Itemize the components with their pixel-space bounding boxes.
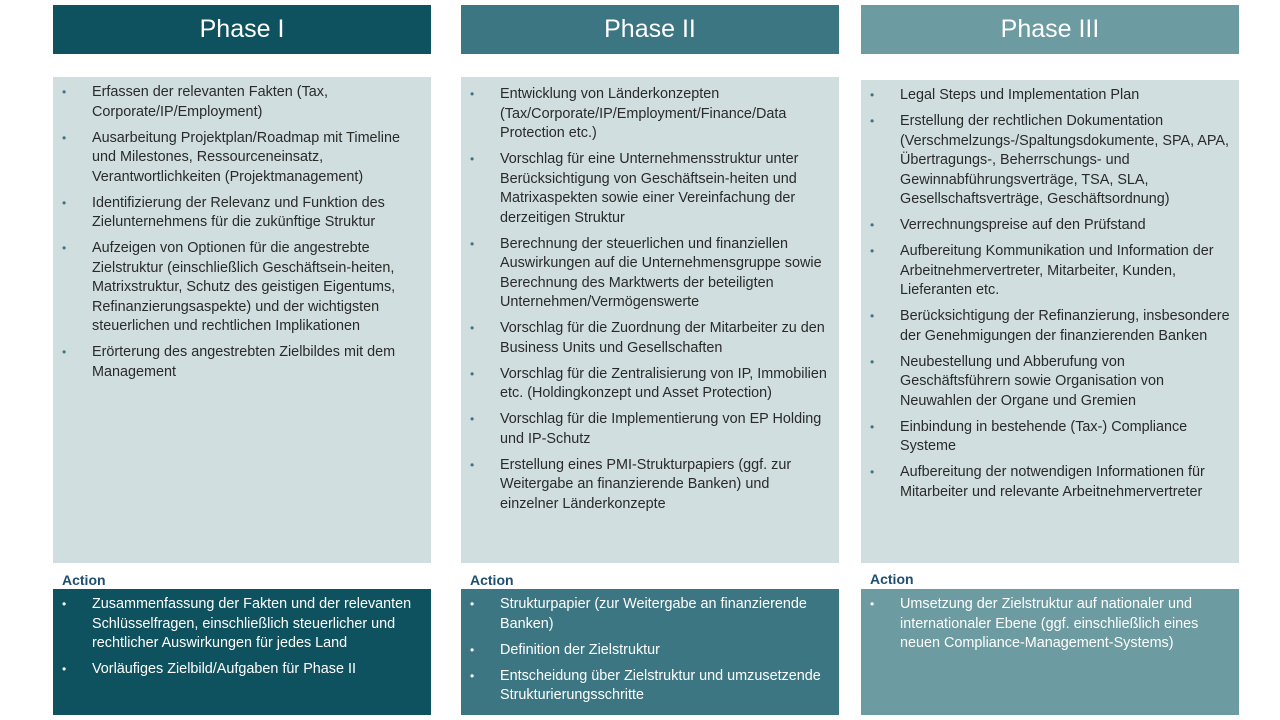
bullet-icon: • — [62, 597, 67, 611]
action-items-list — [861, 595, 1239, 654]
list-item — [461, 667, 839, 706]
bullet-icon: • — [870, 218, 875, 232]
list-item-text: Aufzeigen von Optionen für die angestrebte Zielstruktur (einschließlich Geschäftsein-heiten, Matrixstruktur, Schutz des geistigen Eigentums, Refinanzierungsaspekte) und der wichtigsten steuerlichen und rechtlichen Implikationen — [92, 240, 396, 334]
bullet-icon: • — [870, 419, 875, 434]
list-item — [461, 410, 839, 449]
list-item-text: Vorschlag für die Zentralisierung von IP, Immobilien etc. (Holdingkonzept und Asset Protection) — [500, 365, 827, 401]
bullet-icon: • — [470, 668, 475, 683]
list-item — [861, 307, 1239, 346]
list-item — [461, 365, 839, 404]
phase-content-box — [53, 77, 431, 563]
list-item-text: Aufbereitung der notwendigen Informationen für Mitarbeiter und relevante Arbeitnehmervertreter — [900, 464, 1205, 500]
list-item — [461, 235, 839, 313]
bullet-icon: • — [62, 85, 67, 99]
list-item — [461, 595, 839, 634]
list-item-text: Strukturpapier (zur Weitergabe an finanzierende Banken) — [500, 596, 807, 632]
list-item — [861, 353, 1239, 412]
phase-content-box — [861, 80, 1239, 563]
phase-header: Phase III — [861, 5, 1239, 54]
list-item-text: Erörterung des angestrebten Zielbildes mit dem Management — [92, 344, 396, 380]
list-item-text: Entscheidung über Zielstruktur und umzusetzende Strukturierungsschritte — [500, 667, 821, 703]
phase-items-list — [861, 86, 1239, 502]
bullet-icon: • — [62, 345, 67, 359]
list-item — [53, 239, 431, 337]
bullet-icon: • — [870, 88, 875, 102]
list-item — [53, 660, 431, 680]
list-item-text: Umsetzung der Zielstruktur auf nationaler und internationaler Ebene (ggf. einschließlich eines neuen Compliance-Management-Systems) — [900, 596, 1199, 651]
action-items-list — [461, 595, 839, 706]
list-item-text: Vorschlag für die Zuordnung der Mitarbeiter zu den Business Units und Gesellschaften — [500, 320, 825, 356]
action-box — [461, 589, 839, 715]
phase-column-1 — [53, 0, 431, 720]
list-item-text: Berücksichtigung der Refinanzierung, insbesondere der Genehmigungen der finanzierenden Banken — [900, 308, 1230, 344]
list-item — [861, 86, 1239, 106]
list-item-text: Berechnung der steuerlichen und finanziellen Auswirkungen auf die Unternehmensgruppe sowie Berechnung des Marktwerts der beteiligten Unternehmen/Vermögenswerte — [500, 235, 822, 310]
bullet-icon: • — [470, 321, 475, 335]
list-item-text: Verrechnungspreise auf den Prüfstand — [900, 217, 1146, 233]
phase-items-list — [53, 83, 431, 382]
bullet-icon: • — [470, 597, 475, 611]
list-item-text: Aufbereitung Kommunikation und Information der Arbeitnehmervertreter, Mitarbeiter, Kunden, Lieferanten etc. — [900, 243, 1214, 298]
bullet-icon: • — [470, 87, 475, 101]
phase-header: Phase I — [53, 5, 431, 54]
list-item-text: Zusammenfassung der Fakten und der relevanten Schlüsselfragen, einschließlich steuerlicher und rechtlicher Auswirkungen für jedes Land — [92, 596, 412, 651]
list-item-text: Einbindung in bestehende (Tax-) Compliance Systeme — [900, 418, 1188, 454]
phase-content-box — [461, 77, 839, 563]
bullet-icon: • — [470, 642, 475, 657]
bullet-icon: • — [870, 244, 875, 258]
list-item-text: Definition der Zielstruktur — [500, 641, 660, 658]
list-item — [461, 150, 839, 228]
action-label: Action — [870, 571, 914, 587]
list-item — [461, 85, 839, 144]
list-item — [53, 194, 431, 233]
list-item — [861, 216, 1239, 236]
list-item — [53, 83, 431, 122]
list-item — [861, 112, 1239, 210]
list-item — [53, 129, 431, 188]
list-item-text: Vorschlag für eine Unternehmensstruktur unter Berücksichtigung von Geschäftsein-heiten und Matrixaspekten sowie einer Vereinfachung der derzeitigen Struktur — [500, 151, 799, 226]
list-item — [53, 595, 431, 654]
bullet-icon: • — [470, 236, 475, 251]
bullet-icon: • — [470, 457, 475, 472]
list-item — [861, 595, 1239, 654]
list-item-text: Neubestellung und Abberufung von Geschäftsführern sowie Organisation von Neuwahlen der Organe und Gremien — [900, 353, 1164, 409]
list-item — [461, 456, 839, 515]
list-item-text: Erstellung der rechtlichen Dokumentation (Verschmelzungs-/Spaltungsdokumente, SPA, APA, Übertragungs-, Beherrschungs- und Gewinnabführungsverträge, TSA, SLA, Gesellschaftsverträge, Geschäftsordnung) — [900, 113, 1230, 207]
list-item-text: Vorläufiges Zielbild/Aufgaben für Phase II — [92, 661, 356, 677]
phase-column-2 — [461, 0, 839, 720]
bullet-icon: • — [870, 309, 875, 323]
list-item-text: Ausarbeitung Projektplan/Roadmap mit Timeline und Milestones, Ressourceneinsatz, Verantwortlichkeiten (Projektmanagement) — [92, 129, 400, 185]
list-item — [461, 641, 839, 661]
bullet-icon: • — [62, 662, 67, 676]
list-item-text: Entwicklung von Länderkonzepten (Tax/Corporate/IP/Employment/Finance/Data Protection etc.) — [500, 86, 787, 141]
bullet-icon: • — [470, 152, 475, 166]
action-items-list — [53, 595, 431, 680]
bullet-icon: • — [870, 597, 875, 611]
list-item-text: Vorschlag für die Implementierung von EP Holding und IP-Schutz — [500, 411, 822, 447]
bullet-icon: • — [470, 366, 475, 381]
list-item — [461, 319, 839, 358]
list-item — [861, 463, 1239, 502]
list-item-text: Legal Steps und Implementation Plan — [900, 87, 1140, 103]
phase-header: Phase II — [461, 5, 839, 54]
list-item-text: Erstellung eines PMI-Strukturpapiers (ggf. zur Weitergabe an finanzierende Banken) und einzelner Länderkonzepte — [500, 456, 792, 512]
action-box — [861, 589, 1239, 715]
action-label: Action — [470, 572, 514, 588]
list-item — [861, 242, 1239, 301]
list-item-text: Identifizierung der Relevanz und Funktion des Zielunternehmens für die zukünftige Struktur — [92, 194, 385, 230]
phase-items-list — [461, 85, 839, 514]
list-item — [861, 418, 1239, 457]
bullet-icon: • — [62, 241, 67, 255]
action-box — [53, 589, 431, 715]
bullet-icon: • — [470, 412, 475, 426]
action-label: Action — [62, 572, 106, 588]
bullet-icon: • — [870, 114, 875, 128]
list-item-text: Erfassen der relevanten Fakten (Tax, Corporate/IP/Employment) — [92, 84, 328, 120]
phase-column-3 — [861, 0, 1239, 720]
list-item — [53, 343, 431, 382]
bullet-icon: • — [870, 465, 875, 479]
bullet-icon: • — [870, 354, 875, 369]
bullet-icon: • — [62, 195, 67, 210]
bullet-icon: • — [62, 130, 67, 145]
